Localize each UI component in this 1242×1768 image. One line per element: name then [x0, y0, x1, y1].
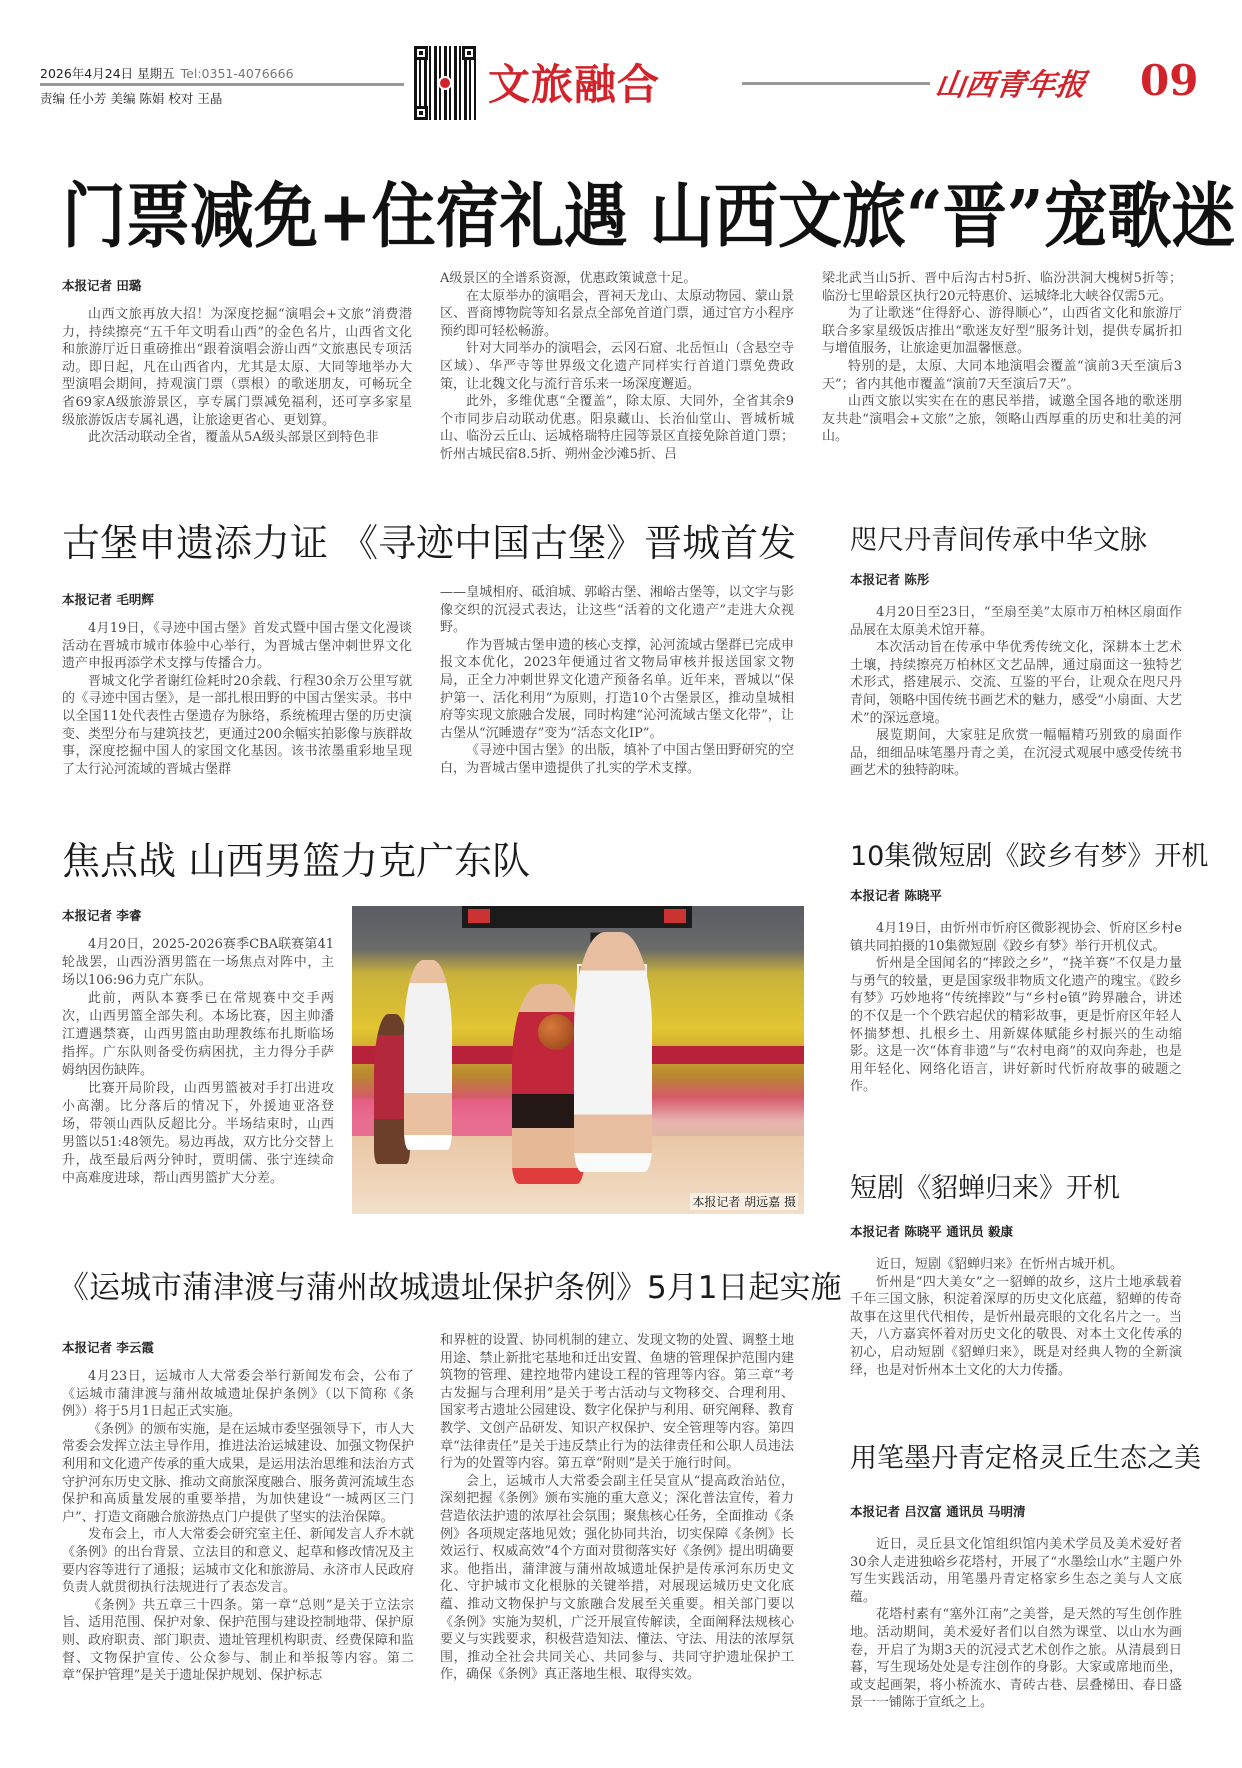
paragraph: 会上，运城市人大常委会副主任吴宣从“提高政治站位，深刻把握《条例》颁布实施的重大意义；深化普法宣传，着力营造依法护遗的浓厚社会氛围；聚焦核心任务，全面推动《条例》各项规定落地见效；强化协同共治，切实保障《条例》长效运行、权威高效”4个方面对贯彻落实好《条例》提出明确要求。他指出，蒲津渡与蒲州故城遗址保护是传承河东历史文化、守护城市文化根脉的关键举措，对展现运城历史文化底蕴、推动文物保护与文旅融合发展至关重要。相关部门要以《条例》实施为契机，广泛开展宣传解读，全面阐释法规核心要义与实践要求，积极营造知法、懂法、守法、用法的浓厚氛围，推动全社会共同关心、共同参与、共同守护遗址保护工作，确保《条例》真正落地生根、取得实效。	[440, 1473, 794, 1683]
castle-byline: 本报记者 毛明辉	[62, 592, 154, 607]
qr-finder-icon	[414, 106, 428, 120]
qr-finder-icon	[462, 46, 476, 60]
paragraph: 为了让歌迷“住得舒心、游得顺心”，山西省文化和旅游厅联合多家星级饭店推出“歌迷友好型”服务计划，提供专属折扣与增值服务，让旅途更加温馨惬意。	[822, 306, 1182, 357]
wrestling-body	[850, 920, 1182, 1096]
issue-date	[40, 64, 294, 82]
paragraph: 此前，两队本赛季已在常规赛中交手两次，山西男篮全部失利。本场比赛，因主帅潘江遭遇禁赛，山西男篮由助理教练布扎斯临场指挥。广东队则备受伤病困扰，主力得分手萨姆纳因伤缺阵。	[62, 991, 334, 1078]
paragraph: 作为晋城古堡申遗的核心支撑，沁河流域古堡群已完成申报文本优化，2023年便通过省文物局审核并报送国家文物局，正全力冲刺世界文化遗产预备名单。近年来，晋城以“保护第一、活化利用”为原则，打造10个古堡景区，推动皇城相府等实现文旅融合发展，同时构建“沁河流域古堡文化带”，让古堡从“沉睡遗存”变为“活态文化IP”。	[440, 637, 794, 741]
paragraph: 近日，短剧《貂蝉归来》在忻州古城开机。	[876, 1257, 1124, 1272]
basketball-byline: 本报记者 李睿	[62, 908, 142, 923]
paragraph: 此次活动联动全省，覆盖从5A级头部景区到特色非	[88, 430, 379, 446]
basketball-icon	[538, 1014, 574, 1050]
scoreboard	[462, 906, 692, 928]
lingqiu-headline: 用笔墨丹青定格灵丘生态之美	[850, 1443, 1201, 1474]
basketball-photo[interactable]	[352, 906, 804, 1214]
regulation-column-1	[62, 1368, 414, 1685]
section-title: 文旅融合	[488, 60, 661, 109]
paragraph: 近日，灵丘县文化馆组织馆内美术学员及美术爱好者30余人走进独峪乡花塔村，开展了“水墨绘山水”主题户外写生实践活动，用笔墨丹青定格家乡生态之美与人文底蕴。	[850, 1537, 1182, 1605]
lingqiu-byline: 本报记者 吕汉富 通讯员 马明清	[850, 1504, 1026, 1519]
logo-seal-icon	[438, 76, 452, 90]
regulation-headline: 《运城市蒲津渡与蒲州故城遗址保护条例》5月1日起实施	[58, 1270, 842, 1306]
regulation-byline: 本报记者 李云霞	[62, 1340, 154, 1355]
paragraph: 《条例》的颁布实施，是在运城市委坚强领导下，市人大常委会发挥立法主导作用，推进法治运城建设、加强文物保护利用和文化遗产传承的重大成果，是运用法治思维和法治方式守护河东历史文脉、推动文商旅深度融合、服务黄河流域生态保护和高质量发展的重要举措，为加快建设“一城两区三门户”、打造文商融合旅游热点门户提供了坚实的法治保障。	[62, 1421, 414, 1525]
paragraph: 发布会上，市人大常委会研究室主任、新闻发言人乔木就《条例》的出台背景、立法目的和意义、起草和修改情况及主要内容等进行了通报；运城市文化和旅游局、永济市人民政府负责人就贯彻执行法规进行了表态发言。	[62, 1527, 414, 1596]
diaochan-headline: 短剧《貂蝉归来》开机	[850, 1173, 1120, 1204]
photo-credit: 本报记者 胡远嘉 摄	[692, 1195, 796, 1209]
paragraph: 山西文旅以实实在在的惠民举措，诚邀全国各地的歌迷朋友共赴“演唱会+文旅”之旅，领略山西厚重的历史和壮美的河山。	[822, 394, 1182, 445]
regulation-column-2	[440, 1332, 794, 1684]
basketball-body	[62, 936, 334, 1188]
lingqiu-body	[850, 1536, 1182, 1712]
player-figure	[404, 960, 452, 1150]
masthead-rule-right	[742, 82, 930, 85]
lead-byline: 本报记者 田璐	[62, 278, 142, 293]
paragraph: 特别的是，太原、大同本地演唱会覆盖“演前3天至演后3天”；省内其他市覆盖“演前7天至演后7天”。	[822, 358, 1182, 392]
paragraph: 针对大同举办的演唱会，云冈石窟、北岳恒山（含悬空寺区域）、华严寺等世界级文化遗产同样实行首道门票免费政策，让北魏文化与流行音乐来一场深度邂逅。	[440, 341, 794, 392]
fan-byline: 本报记者 陈彤	[850, 572, 930, 587]
diaochan-body	[850, 1256, 1182, 1379]
qr-finder-icon	[414, 46, 428, 60]
paragraph: 山西文旅再放大招！为深度挖掘“演唱会+文旅”消费潜力，持续擦亮“五千年文明看山西”的金色名片，山西省文化和旅游厅近日重磅推出“跟着演唱会游山西”文旅惠民专项活动。即日起，凡在山西省内，尤其是太原、大同等地举办大型演唱会期间，持观演门票（票根）的歌迷朋友，可畅玩全省69家A级旅游景区，享专属门票减免福利，还可享多家星级旅游饭店专属礼遇，让旅途更省心、更划算。	[62, 307, 412, 428]
paragraph: 本次活动旨在传承中华优秀传统文化，深耕本土艺术土壤，持续擦亮万柏林区文艺品牌，通过扇面这一独特艺术形式，搭建展示、交流、互鉴的平台，让观众在咫尺丹青间，领略中国传统书画艺术的魅力，感受“小扇面、大艺术”的深远意境。	[850, 640, 1182, 726]
editorial-staff: 责编 任小芳 美编 陈娟 校对 王晶	[40, 91, 223, 106]
castle-headline: 古堡申遗添力证 《寻迹中国古堡》晋城首发	[62, 521, 797, 565]
basketball-headline: 焦点战 山西男篮力克广东队	[62, 839, 531, 883]
lead-column-1	[62, 306, 412, 447]
paragraph: 此外，多维优惠“全覆盖”，除太原、大同外，全省其余9个市同步启动联动优惠。阳泉藏山、长治仙堂山、晋城析城山、临汾云丘山、运城格瑞特庄园等景区直接免除首道门票；忻州古城民宿8.5折、朔州金沙滩5折、吕	[440, 394, 794, 462]
paragraph: 4月23日，运城市人大常委会举行新闻发布会，公布了《运城市蒲津渡与蒲州故城遗址保护条例》（以下简称《条例》）将于5月1日起正式实施。	[62, 1369, 414, 1420]
paragraph: 在太原举办的演唱会，晋祠天龙山、太原动物园、蒙山景区、晋商博物院等知名景点全部免首道门票，通过官方小程序预约即可轻松畅游。	[440, 288, 794, 339]
paragraph: 和界桩的设置、协同机制的建立、发现文物的处置、调整土地用途、禁止新批宅基地和迁出安置、鱼塘的管理保护范围内建筑物的管理、建控地带内建设工程的管理等内容。第三章“考古发掘与合理利用”是关于考古活动与文物移交、合理利用、国家考古遗址公园建设、数字化保护与利用、研究阐释、教育教学、文创产品研发、知识产权保护、安全管理等内容。第四章“法律责任”是关于违反禁止行为的法律责任和公职人员违法行为的处置等内容。第五章“附则”是关于施行时间。	[440, 1333, 794, 1472]
paragraph: 《寻迹中国古堡》的出版，填补了中国古堡田野研究的空白，为晋城古堡申遗提供了扎实的学术支撑。	[440, 743, 794, 776]
wrestling-byline: 本报记者 陈晓平	[850, 888, 942, 903]
paragraph: 比赛开局阶段，山西男篮被对手打出进攻小高潮。比分落后的情况下，外援迪亚洛登场，带领山西队反超比分。半场结束时，山西男篮以51:48领先。易边再战，双方比分交替上升，战至最后两分钟时，贾明儒、张宁连续命中高难度进球，帮山西男篮扩大分差。	[62, 1081, 334, 1186]
paragraph: A级景区的全谱系资源，优惠政策诚意十足。	[440, 271, 697, 286]
diaochan-byline: 本报记者 陈晓平 通讯员 毅康	[850, 1224, 1014, 1239]
masthead-rule-left	[40, 83, 404, 86]
paragraph: 4月20日至23日，“至扇至美”太原市万柏林区扇面作品展在太原美术馆开幕。	[850, 605, 1182, 638]
paragraph: 展览期间，大家驻足欣赏一幅幅精巧别致的扇面作品，细细品味笔墨丹青之美，在沉浸式观展中感受传统书画艺术的独特韵味。	[850, 728, 1182, 779]
player-figure	[574, 932, 652, 1172]
wrestling-headline: 10集微短剧《跤乡有梦》开机	[850, 841, 1209, 872]
paragraph: 4月20日，2025-2026赛季CBA联赛第41轮战罢，山西汾酒男篮在一场焦点对阵中，主场以106:96力克广东队。	[62, 937, 334, 988]
paragraph: 晋城文化学者谢红俭耗时20余载、行程30余万公里写就的《寻迹中国古堡》，是一部扎根田野的中国古堡实录。书中以全国11处代表性古堡遗存为脉络，系统梳理古堡的历史演变、类型分布与建筑技艺，更通过200余幅实拍影像与族群故事，深度挖掘中国人的家国文化基因。该书浓墨重彩地呈现了太行沁河流域的晋城古堡群	[62, 673, 412, 777]
paragraph: 4月19日，《寻迹中国古堡》首发式暨中国古堡文化漫谈活动在晋城市城市体验中心举行，为晋城古堡冲刺世界文化遗产申报再添学术支撑与传播合力。	[62, 621, 412, 672]
lead-column-2	[440, 270, 794, 464]
castle-column-2	[440, 584, 794, 778]
newspaper-logo: 山西青年报	[933, 68, 1088, 103]
fan-body	[850, 604, 1182, 780]
paragraph: 花塔村素有“塞外江南”之美誉，是天然的写生创作胜地。活动期间，美术爱好者们以自然为课堂、以山水为画卷，开启了为期3天的沉浸式艺术创作之旅。从清晨到日暮，写生现场处处是专注创作的身影。大家或席地而坐，或支起画架，将小桥流水、青砖古巷、层叠梯田、春日盛景一一铺陈于宣纸之上。	[850, 1607, 1182, 1711]
fan-headline: 咫尺丹青间传承中华文脉	[850, 525, 1147, 556]
paragraph: 忻州是全国闻名的“摔跤之乡”，“挠羊赛”不仅是力量与勇气的较量，更是国家级非物质文化遗产的瑰宝。《跤乡有梦》巧妙地将“传统摔跤”与“乡村e镇”跨界融合，讲述的不仅是一个个跌宕起伏的精彩故事，更是忻府区年轻人怀揣梦想、扎根乡土、用新媒体赋能乡村振兴的生动缩影。这是一次“体育非遗”与“农村电商”的双向奔赴，也是用年轻化、网络化语言，讲好新时代忻府故事的破题之作。	[850, 956, 1182, 1095]
page-number: 09	[1140, 56, 1199, 105]
lead-headline: 门票减免+住宿礼遇 山西文旅“晋”宠歌迷	[62, 175, 1236, 258]
paragraph: 4月19日，由忻州市忻府区微影视协会、忻府区乡村e镇共同拍摄的10集微短剧《跤乡有梦》举行开机仪式。	[850, 921, 1182, 954]
telephone: Tel:0351-4076666	[180, 66, 294, 81]
date-text: 2026年4月24日 星期五	[40, 66, 175, 81]
paragraph: 《条例》共五章三十四条。第一章“总则”是关于立法宗旨、适用范围、保护对象、保护范围与建设控制地带、保护原则、政府职责、部门职责、遗址管理机构职责、经费保障和监督、文物保护宣传、公众参与、制止和举报等内容。第二章“保护管理”是关于遗址保护规划、保护标志	[62, 1597, 414, 1684]
qr-code-icon[interactable]	[414, 46, 476, 120]
paragraph: 忻州是“四大美女”之一貂蝉的故乡，这片土地承载着千年三国文脉，积淀着深厚的历史文化底蕴，貂蝉的传奇故事在这里代代相传，是忻州最亮眼的文化名片之一。当天，八方嘉宾怀着对历史文化的敬畏、对本土文化传承的初心，启动短剧《貂蝉归来》，既是对经典人物的全新演绎，也是对忻州本土文化的大力传播。	[850, 1274, 1182, 1378]
paragraph: ——皇城相府、砥洎城、郭峪古堡、湘峪古堡等，以文字与影像交织的沉浸式表达，让这些“活着的文化遗产”走进大众视野。	[440, 585, 794, 636]
lead-column-3	[822, 270, 1182, 446]
castle-column-1	[62, 620, 412, 778]
paragraph: 梁北武当山5折、晋中后沟古村5折、临汾洪洞大槐树5折等；临汾七里峪景区执行20元特惠价、运城绛北大峡谷仅需5元。	[822, 271, 1182, 304]
